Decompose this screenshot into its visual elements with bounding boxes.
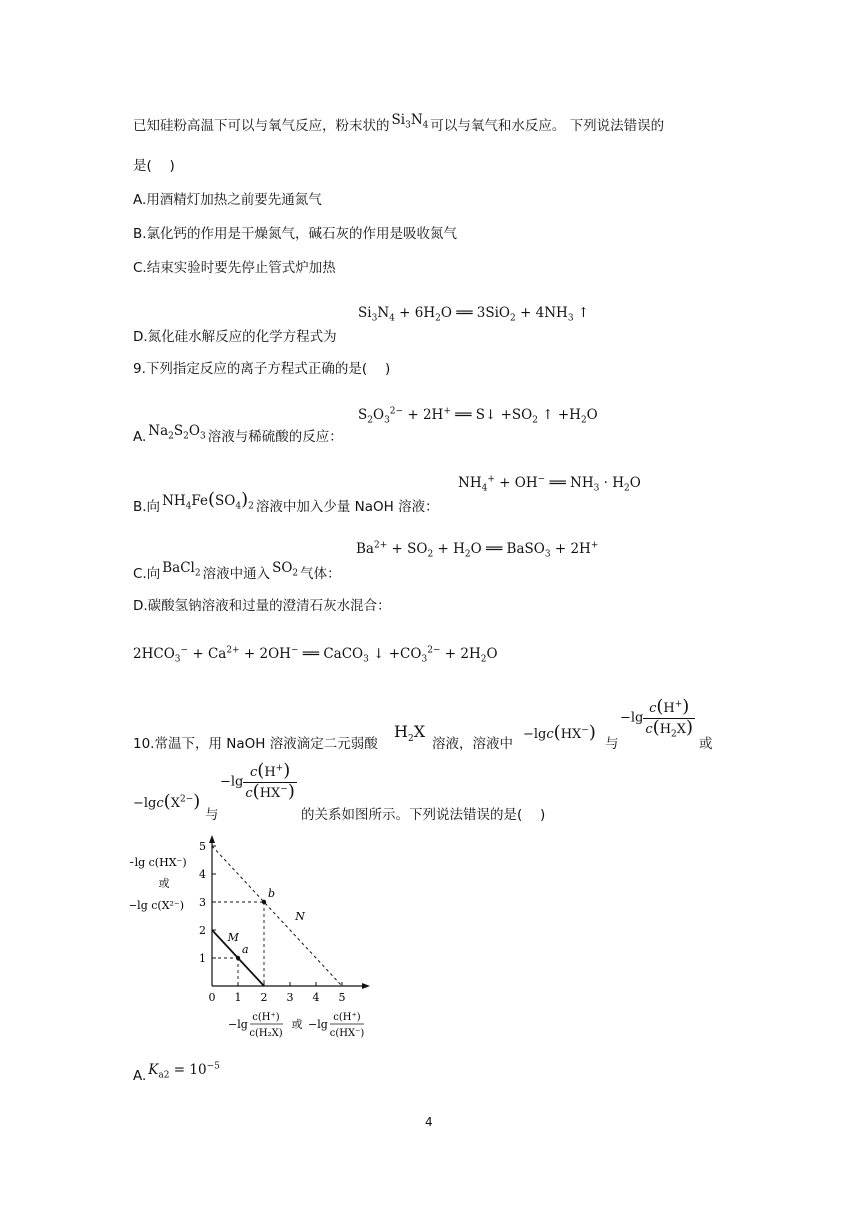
axis-ticks: [199, 840, 346, 1004]
x-axis-label-right-den: c(HX⁻): [329, 1028, 365, 1039]
y-tick-label: 5: [199, 840, 206, 853]
y-tick-label: 1: [199, 952, 206, 965]
q9-stem: 9.下列指定反应的离子方程式正确的是( ): [133, 361, 391, 377]
q9-option-d: D.碳酸氢钠溶液和过量的澄清石灰水混合：: [133, 598, 391, 614]
equation-si3n4-hydrolysis: $Si_3N_4 + 6H_2O$ ══ $3SiO_2 + 4NH_3$ ↑: [358, 305, 590, 324]
q9-option-b-label: B.向: [133, 499, 161, 515]
x-axis-label-mid: 或: [291, 1018, 303, 1031]
x-tick-label: 1: [234, 991, 242, 1004]
x-axis-label-left-num: c(H⁺): [252, 1012, 280, 1023]
point-a: [236, 956, 240, 960]
q10-option-a-label: A.: [133, 1068, 147, 1084]
q9-option-a-text: 溶液与稀硫酸的反应：: [207, 429, 343, 445]
x-tick-label: 3: [286, 991, 294, 1004]
q9-option-c-label: C.向: [133, 566, 161, 582]
q8-option-a: A.用酒精灯加热之前要先通氮气: [133, 192, 322, 208]
x-tick-label: 5: [338, 991, 346, 1004]
formula-neg-lg-h-over-hx: −lg $\frac{c(H^+)}{c(HX^-)}$: [220, 760, 295, 802]
q9-option-a-label: A.: [133, 429, 147, 445]
equation-9a: $S_2O_3^{2-} + 2H^+$ ══ S↓ $+SO_2$ ↑ $+H_2O$: [358, 406, 598, 426]
point-label-a: a: [242, 943, 249, 956]
chart-svg: [130, 832, 380, 1050]
equation-9b: $NH_4^+ + OH^-$ ══ $NH_3 \cdot H_2O$: [458, 474, 641, 494]
point-label-b: b: [268, 887, 276, 900]
formula-nh4fe-so4-2: $NH_4Fe(SO_4)_2$: [162, 489, 254, 512]
series-line-N: [212, 846, 342, 986]
x-axis-label-left-den: c(H₂X): [249, 1028, 283, 1039]
q8-text-part2: 可以与氧气和水反应。 下列说法错误的: [430, 118, 665, 134]
formula-si3n4: $Si_3N_4$: [391, 112, 429, 131]
y-axis-label-line1: −lg c(HX⁻): [130, 856, 187, 869]
q8-option-d: D.氮化硅水解反应的化学方程式为: [133, 329, 337, 345]
q10-stem-part-f: 的关系如图所示。下列说法错误的是( ): [301, 807, 546, 823]
x-axis-label-right: −lg: [308, 1018, 328, 1031]
y-tick-label: 2: [199, 924, 206, 937]
q8-text-line2: 是( ): [133, 158, 175, 174]
series-label-N: N: [295, 910, 305, 924]
q9-option-c-text: 气体：: [300, 566, 341, 582]
chart-series: [212, 846, 342, 986]
series-label-M: M: [227, 931, 239, 945]
q8-text-part1: 已知硅粉高温下可以与氧气反应，粉末状的: [133, 118, 390, 134]
page-number: 4: [425, 1115, 433, 1129]
q10-stem-part-b: 溶液，溶液中: [432, 736, 513, 752]
formula-na2s2o3: $Na_2S_2O_3$: [148, 423, 206, 442]
q9-option-b-text: 溶液中加入少量 NaOH 溶液：: [255, 499, 439, 515]
y-tick-label: 3: [199, 896, 206, 909]
formula-bacl2: BaCl$_2$: [162, 560, 201, 579]
x-tick-label: 2: [260, 991, 268, 1004]
equation-9c: $Ba^{2+} + SO_2 + H_2O$ ══ BaSO$_3$ + 2H+: [356, 540, 599, 560]
q10-chart: [130, 832, 380, 1050]
point-b: [262, 900, 266, 904]
q8-option-b: B.氯化钙的作用是干燥氮气，碱石灰的作用是吸收氮气: [133, 226, 458, 242]
formula-so2: $SO_2$: [272, 560, 299, 579]
x-axis-label-right-num: c(H⁺): [333, 1012, 361, 1023]
y-axis-label-line3: −lg c(X²⁻): [130, 899, 185, 912]
x-axis-label-left: −lg: [228, 1018, 248, 1031]
q9-option-b: [133, 489, 439, 516]
formula-neg-lg-c-x2: $-\lg c(X^{2-})$: [133, 791, 201, 812]
x-tick-label: 4: [312, 991, 320, 1004]
q9-option-a: [133, 423, 343, 446]
y-axis-arrow: [209, 835, 215, 843]
q10-stem-part-e: 与: [205, 807, 219, 823]
q8-option-c: C.结束实验时要先停止管式炉加热: [133, 260, 336, 276]
formula-ka2: $K_{a2} = 10^{-5}$: [148, 1061, 220, 1081]
chart-points: [236, 887, 275, 960]
x-tick-label: 0: [208, 991, 216, 1004]
formula-neg-lg-h-over-h2x: −lg $\frac{c(H^+)}{c(H_2X)}$: [620, 696, 694, 740]
q10-stem-part-a: 10.常温下，用 NaOH 溶液滴定二元弱酸: [133, 736, 378, 752]
formula-neg-lg-c-hx: −lgc(HX−): [523, 722, 596, 743]
q9-option-c-mid: 溶液中通入: [202, 566, 271, 582]
formula-h2x: $H_2X$: [394, 722, 426, 745]
q10-option-a: [133, 1061, 220, 1085]
q10-stem-part-d: 或: [699, 736, 713, 752]
q9-option-c: [133, 560, 341, 583]
q10-stem-part-c: 与: [605, 736, 619, 752]
equation-9d: $2HCO_3^- + Ca^{2+} + 2OH^-$ ══ CaCO$_3$ ↓ $+CO_3^{2-} + 2H_2O$: [133, 645, 498, 665]
y-axis-label-line2: 或: [158, 877, 170, 890]
x-axis-arrow: [362, 983, 370, 989]
y-tick-label: 4: [199, 868, 206, 881]
q8-text-line1: [133, 112, 665, 135]
q10-stem-line1: [133, 735, 378, 753]
